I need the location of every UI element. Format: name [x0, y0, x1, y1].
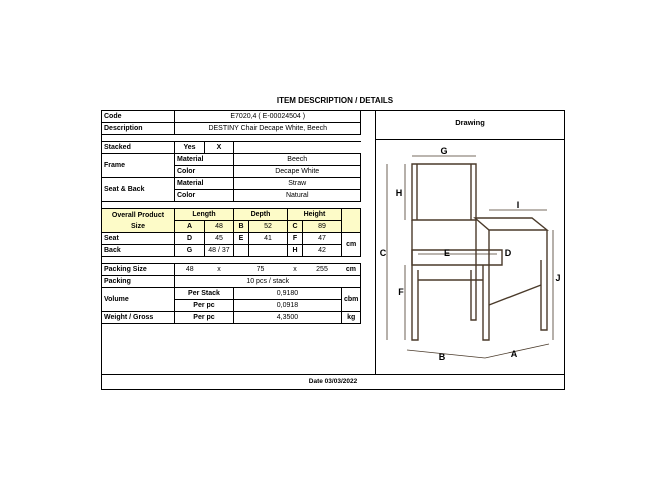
dim-e-letter: E: [234, 233, 249, 245]
dim-c-value: 89: [303, 221, 342, 233]
seat-back-material-row: [102, 178, 361, 190]
dim-h-letter: H: [288, 245, 303, 257]
empty-cell: [234, 245, 249, 257]
date-footer: Date 03/03/2022: [101, 374, 565, 389]
volume-label: Volume: [102, 288, 175, 312]
dim-f-value: 47: [303, 233, 342, 245]
empty-cell: [249, 245, 288, 257]
overall-header-row: [102, 209, 361, 221]
description-row: [102, 123, 361, 135]
dim-f-letter: F: [288, 233, 303, 245]
packing-x2: x: [288, 264, 303, 276]
empty-cell: [234, 142, 361, 154]
front-legs: [483, 230, 547, 340]
stacked-label: Stacked: [102, 142, 175, 154]
divider: [102, 202, 361, 209]
code-value: E7020,4 ( E-00024504 ): [175, 111, 361, 123]
per-pc-label: Per pc: [175, 300, 234, 312]
volume-per-stack-row: [102, 288, 361, 300]
frame-label: Frame: [102, 154, 175, 178]
dim-label-c: C: [379, 248, 387, 258]
per-pc-value: 0,0918: [234, 300, 342, 312]
dim-label-a: A: [510, 349, 518, 359]
seat-back-color-value: Natural: [234, 190, 361, 202]
frame-color-label: Color: [175, 166, 234, 178]
seat-row: [102, 233, 361, 245]
dim-label-h: H: [395, 188, 403, 198]
dim-label-g: G: [440, 146, 448, 156]
seat-back-label: Seat & Back: [102, 178, 175, 202]
stacked-mark: X: [205, 142, 234, 154]
dim-b-value: 52: [249, 221, 288, 233]
overall-size-label: Overall Product Size: [102, 209, 175, 233]
page-title: ITEM DESCRIPTION / DETAILS: [276, 96, 394, 105]
packing-row: [102, 276, 361, 288]
depth-label: Depth: [234, 209, 288, 221]
dim-line-b: [407, 350, 485, 358]
frame-material-row: [102, 154, 361, 166]
dim-b-letter: B: [234, 221, 249, 233]
code-row: [102, 111, 361, 123]
dim-label-f: F: [398, 287, 404, 297]
seat-label: Seat: [102, 233, 175, 245]
dim-label-d: D: [504, 248, 512, 258]
dim-d-letter: D: [175, 233, 205, 245]
description-label: Description: [102, 123, 175, 135]
dim-a-letter: A: [175, 221, 205, 233]
chair-backrest: [412, 164, 476, 220]
chair-outline: [412, 164, 547, 340]
dim-a-value: 48: [205, 221, 234, 233]
seat-back-unit: cm: [342, 233, 361, 257]
frame-material-value: Beech: [234, 154, 361, 166]
divider: [102, 135, 361, 142]
dim-label-i: I: [516, 200, 520, 210]
packing-size-label: Packing Size: [102, 264, 175, 276]
packing-size-row: [102, 264, 361, 276]
seat-back-color-label: Color: [175, 190, 234, 202]
frame-material-label: Material: [175, 154, 234, 166]
stacked-row: [102, 142, 361, 154]
packing-value: 10 pcs / stack: [175, 276, 361, 288]
stacked-value: Yes: [175, 142, 205, 154]
packing-label: Packing: [102, 276, 175, 288]
dim-e-value: 41: [249, 233, 288, 245]
packing-width: 75: [234, 264, 288, 276]
back-row: [102, 245, 361, 257]
drawing-title: Drawing: [455, 118, 485, 127]
dim-c-letter: C: [288, 221, 303, 233]
packing-unit: cm: [342, 264, 361, 276]
dim-d-value: 45: [205, 233, 234, 245]
weight-value: 4,3500: [234, 312, 342, 324]
weight-label: Weight / Gross: [102, 312, 175, 324]
chair-drawing: [377, 140, 563, 372]
back-label: Back: [102, 245, 175, 257]
packing-length: 48: [175, 264, 205, 276]
stretchers: [418, 280, 541, 305]
dim-label-e: E: [443, 248, 451, 258]
packing-height: 255: [303, 264, 342, 276]
per-stack-label: Per Stack: [175, 288, 234, 300]
weight-row: [102, 312, 361, 324]
description-value: DESTINY Chair Decape White, Beech: [175, 123, 361, 135]
frame-color-value: Decape White: [234, 166, 361, 178]
backrest-inner: [417, 164, 471, 220]
divider: [102, 257, 361, 264]
dim-h-value: 42: [303, 245, 342, 257]
dim-label-j: J: [555, 273, 561, 283]
code-label: Code: [102, 111, 175, 123]
drawing-divider: [375, 110, 376, 374]
weight-unit: kg: [342, 312, 361, 324]
height-label: Height: [288, 209, 342, 221]
weight-per-pc-label: Per pc: [175, 312, 234, 324]
spec-table: [101, 110, 361, 324]
seat-back-material-label: Material: [175, 178, 234, 190]
empty-cell: [342, 209, 361, 233]
dim-g-letter: G: [175, 245, 205, 257]
packing-x1: x: [205, 264, 234, 276]
per-stack-value: 0,9180: [234, 288, 342, 300]
volume-unit: cbm: [342, 288, 361, 312]
length-label: Length: [175, 209, 234, 221]
dim-g-value: 48 / 37: [205, 245, 234, 257]
chair-armrest: [475, 218, 547, 230]
seat-back-material-value: Straw: [234, 178, 361, 190]
dim-label-b: B: [438, 352, 446, 362]
